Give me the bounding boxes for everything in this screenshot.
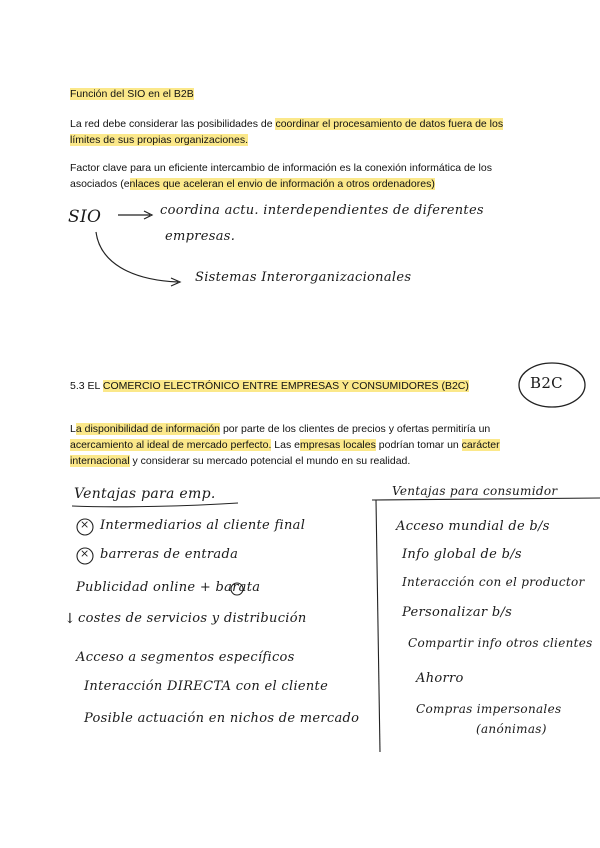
note-line2: empresas. (165, 229, 236, 244)
note-sio: SIO (68, 207, 102, 227)
section1-paragraph1: La red debe considerar las posibilidades de coordinar el procesamiento de datos fuera de los límites de sus propias organizaciones. (70, 118, 504, 146)
b2c-badge: B2C (530, 374, 563, 392)
left-item-6: Interacción DIRECTA con el cliente (84, 679, 329, 694)
left-item-3: Publicidad online + barata (76, 580, 261, 595)
left-heading: Ventajas para emp. (74, 486, 216, 502)
left-item-2: barreras de entrada (100, 547, 239, 562)
section2-paragraph: La disponibilidad de información por parte de los clientes de precios y ofertas permitiría un acercamiento al ideal de mercado perfecto. Las empresas locales podrían tomar un carácter internacional y considerar su mercado potencial el mundo en su realidad. (70, 423, 500, 467)
left-item-7: Posible actuación en nichos de mercado (84, 711, 360, 726)
left-item-1: Intermediarios al cliente final (100, 518, 306, 533)
right-item-7b: (anónimas) (476, 722, 547, 736)
x-mark-1: × (80, 518, 90, 531)
right-item-2: Info global de b/s (402, 547, 522, 562)
right-heading: Ventajas para consumidor (392, 484, 558, 498)
right-item-7: Compras impersonales (416, 702, 562, 716)
section2-heading: 5.3 EL COMERCIO ELECTRÓNICO ENTRE EMPRESAS Y CONSUMIDORES (B2C) (70, 380, 469, 392)
right-item-5: Compartir info otros clientes (408, 636, 593, 650)
right-item-6: Ahorro (416, 671, 464, 686)
note-line1: coordina actu. interdependientes de diferentes (160, 203, 484, 218)
left-item-4: costes de servicios y distribución (78, 611, 307, 626)
section1-paragraph2: Factor clave para un eficiente intercambio de información es la conexión informática de los asociados (enlaces que aceleran el envio de información a otros ordenadores) (70, 162, 492, 190)
arrow-right-icon (118, 211, 152, 219)
down-arrow-icon: ↓ (64, 611, 77, 627)
curved-arrow-icon (96, 232, 178, 282)
left-item-5: Acceso a segmentos específicos (76, 650, 295, 665)
right-item-1: Acceso mundial de b/s (396, 519, 550, 534)
right-item-3: Interacción con el productor (402, 575, 585, 589)
right-item-4: Personalizar b/s (402, 605, 513, 620)
section1-title: Función del SIO en el B2B (70, 88, 194, 100)
x-mark-2: × (80, 547, 90, 560)
note-line3: Sistemas Interorganizacionales (195, 270, 412, 285)
